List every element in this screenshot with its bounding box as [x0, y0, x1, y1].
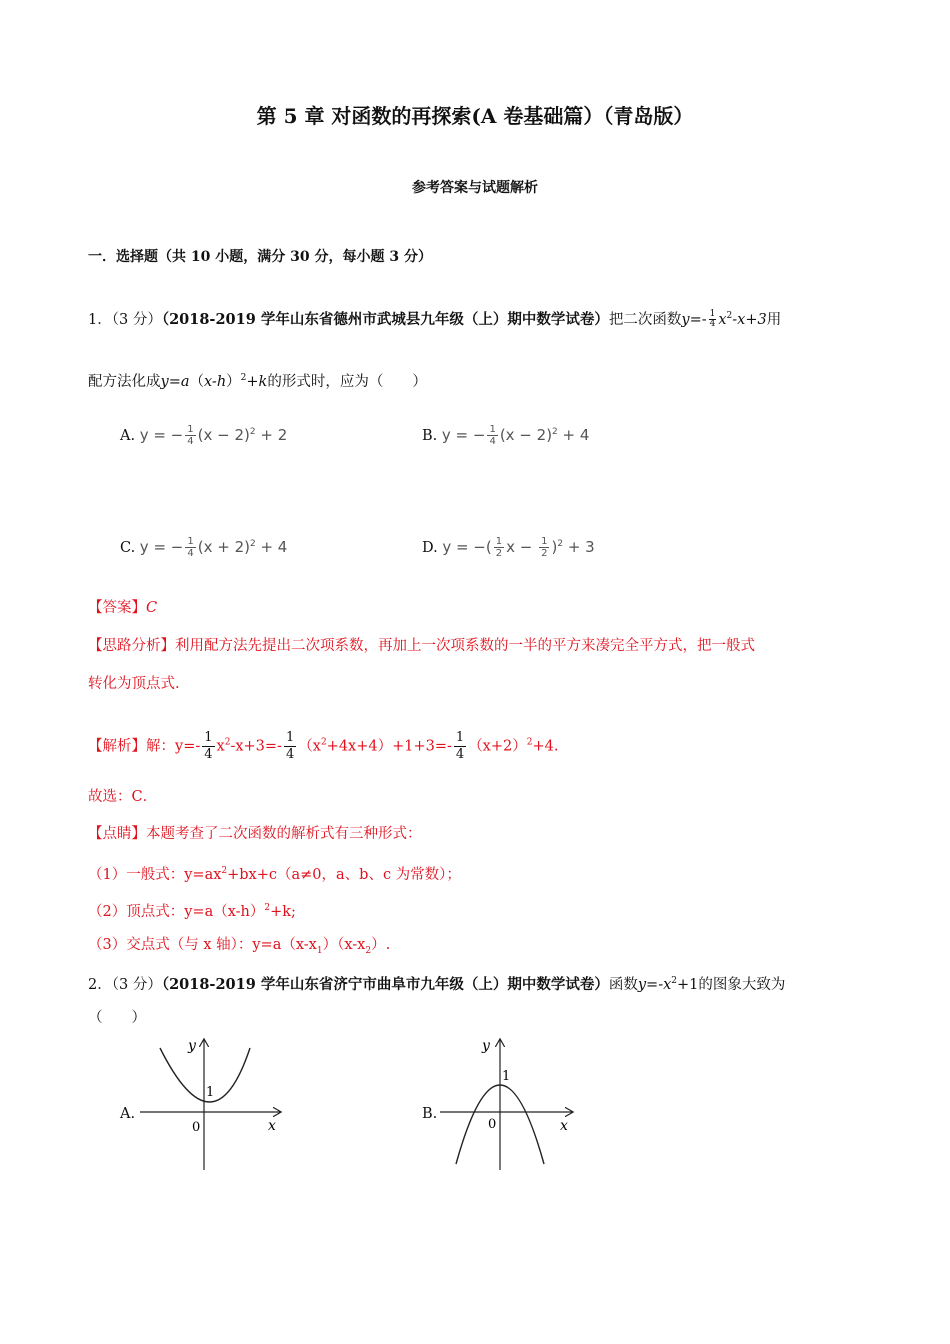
q1-score: （3 分） — [111, 311, 162, 328]
parabola-up — [160, 1048, 250, 1102]
q2-graph-b[interactable] — [440, 1036, 580, 1176]
q1-choose: 故选：C． — [88, 789, 158, 805]
q1-stem-text: 把二次函数 — [608, 311, 682, 328]
y-label: y — [188, 1038, 196, 1054]
q1-form-general: （1）一般式：$y=ax^2+bx+c(a\ne 0$，a、b、c 为常数）； — [88, 866, 461, 883]
section-heading: 一．选择题（共 10 小题，满分 30 分，每小题 3 分） — [88, 249, 432, 265]
one-label: 1 — [502, 1069, 511, 1084]
q1-number: 1． — [88, 311, 112, 328]
q2-graph-a[interactable] — [140, 1036, 290, 1176]
q2-option-a-label[interactable]: A. — [120, 1106, 136, 1122]
q1-option-d[interactable]: D. y = −( $\frac{1}{2}$ x − $\frac{1}{2}$ )$^2$ + 3 — [422, 536, 595, 559]
q1-answer: 【答案】C — [88, 600, 158, 616]
q1-comment: 【点睛】本题考查了二次函数的解析式有三种形式： — [88, 826, 422, 842]
q2-stem: 2．（3 分）（2018-2019 学年山东省济宁市曲阜市九年级（上）期中数学试卷）函数$y=-x^2+1$的图象大致为 — [88, 975, 786, 993]
q1-option-a[interactable]: A. y = − $\frac{1}{4}$ $(x - 2)^2 + 2$ — [120, 424, 288, 447]
x-label: x — [560, 1118, 568, 1134]
q1-stem-expr: -x+3 — [732, 311, 767, 328]
q2-option-b-label[interactable]: B. — [422, 1106, 438, 1122]
q1-analysis-line1: 【思路分析】利用配方法先提出二次项系数，再加上一次项系数的一半的平方来凑完全平方式，把一般式 — [88, 638, 755, 654]
q1-solution: 【解析】解：y=- $\frac{1}{4}$ $x^2-x+3=-$ $\frac{1}{4}$ $(x^2+4x+4)+1+3=-$ $\frac{1}{4}$ $(x+2)^2+4$. — [88, 730, 559, 762]
q1-stem-line1 — [88, 306, 781, 330]
q1-form-intercept: （3）交点式（与 x 轴）：$y=a(x-x_1)(x-x_2)$. — [88, 937, 391, 956]
q1-var-x: x — [718, 311, 727, 328]
q1-fraction: $\frac{1}{4}$ — [709, 309, 716, 330]
q1-analysis-line2: 转化为顶点式. — [88, 676, 180, 692]
q2-paren: （ ） — [88, 1010, 146, 1026]
q1-var-y: y — [681, 311, 690, 328]
x-label: x — [268, 1118, 276, 1134]
q1-square: 2 — [726, 311, 733, 321]
page-title: 第 5 章 对函数的再探索(A 卷基础篇）（青岛版） — [256, 104, 694, 128]
q1-stem-end: 用 — [766, 311, 782, 328]
q1-option-c[interactable]: C. y = − $\frac{1}{4}$ $(x + 2)^2 + 4$ — [120, 536, 288, 559]
origin-label: 0 — [488, 1117, 497, 1132]
origin-label: 0 — [192, 1120, 201, 1135]
page-subtitle: 参考答案与试题解析 — [412, 180, 538, 196]
one-label: 1 — [206, 1085, 215, 1100]
q1-option-b[interactable]: B. y = − $\frac{1}{4}$ $(x - 2)^2 + 4$ — [422, 424, 590, 447]
q1-eq: =- — [689, 311, 707, 328]
y-label: y — [482, 1038, 490, 1054]
q1-source: （2018-2019 学年山东省德州市武城县九年级（上）期中数学试卷） — [161, 310, 609, 328]
q1-stem-line2: 配方法化成$y=a(x-h)^2+k$的形式时，应为（ ） — [88, 373, 427, 390]
q1-form-vertex: （2）顶点式：$y=a(x-h)^2+k$; — [88, 903, 296, 920]
